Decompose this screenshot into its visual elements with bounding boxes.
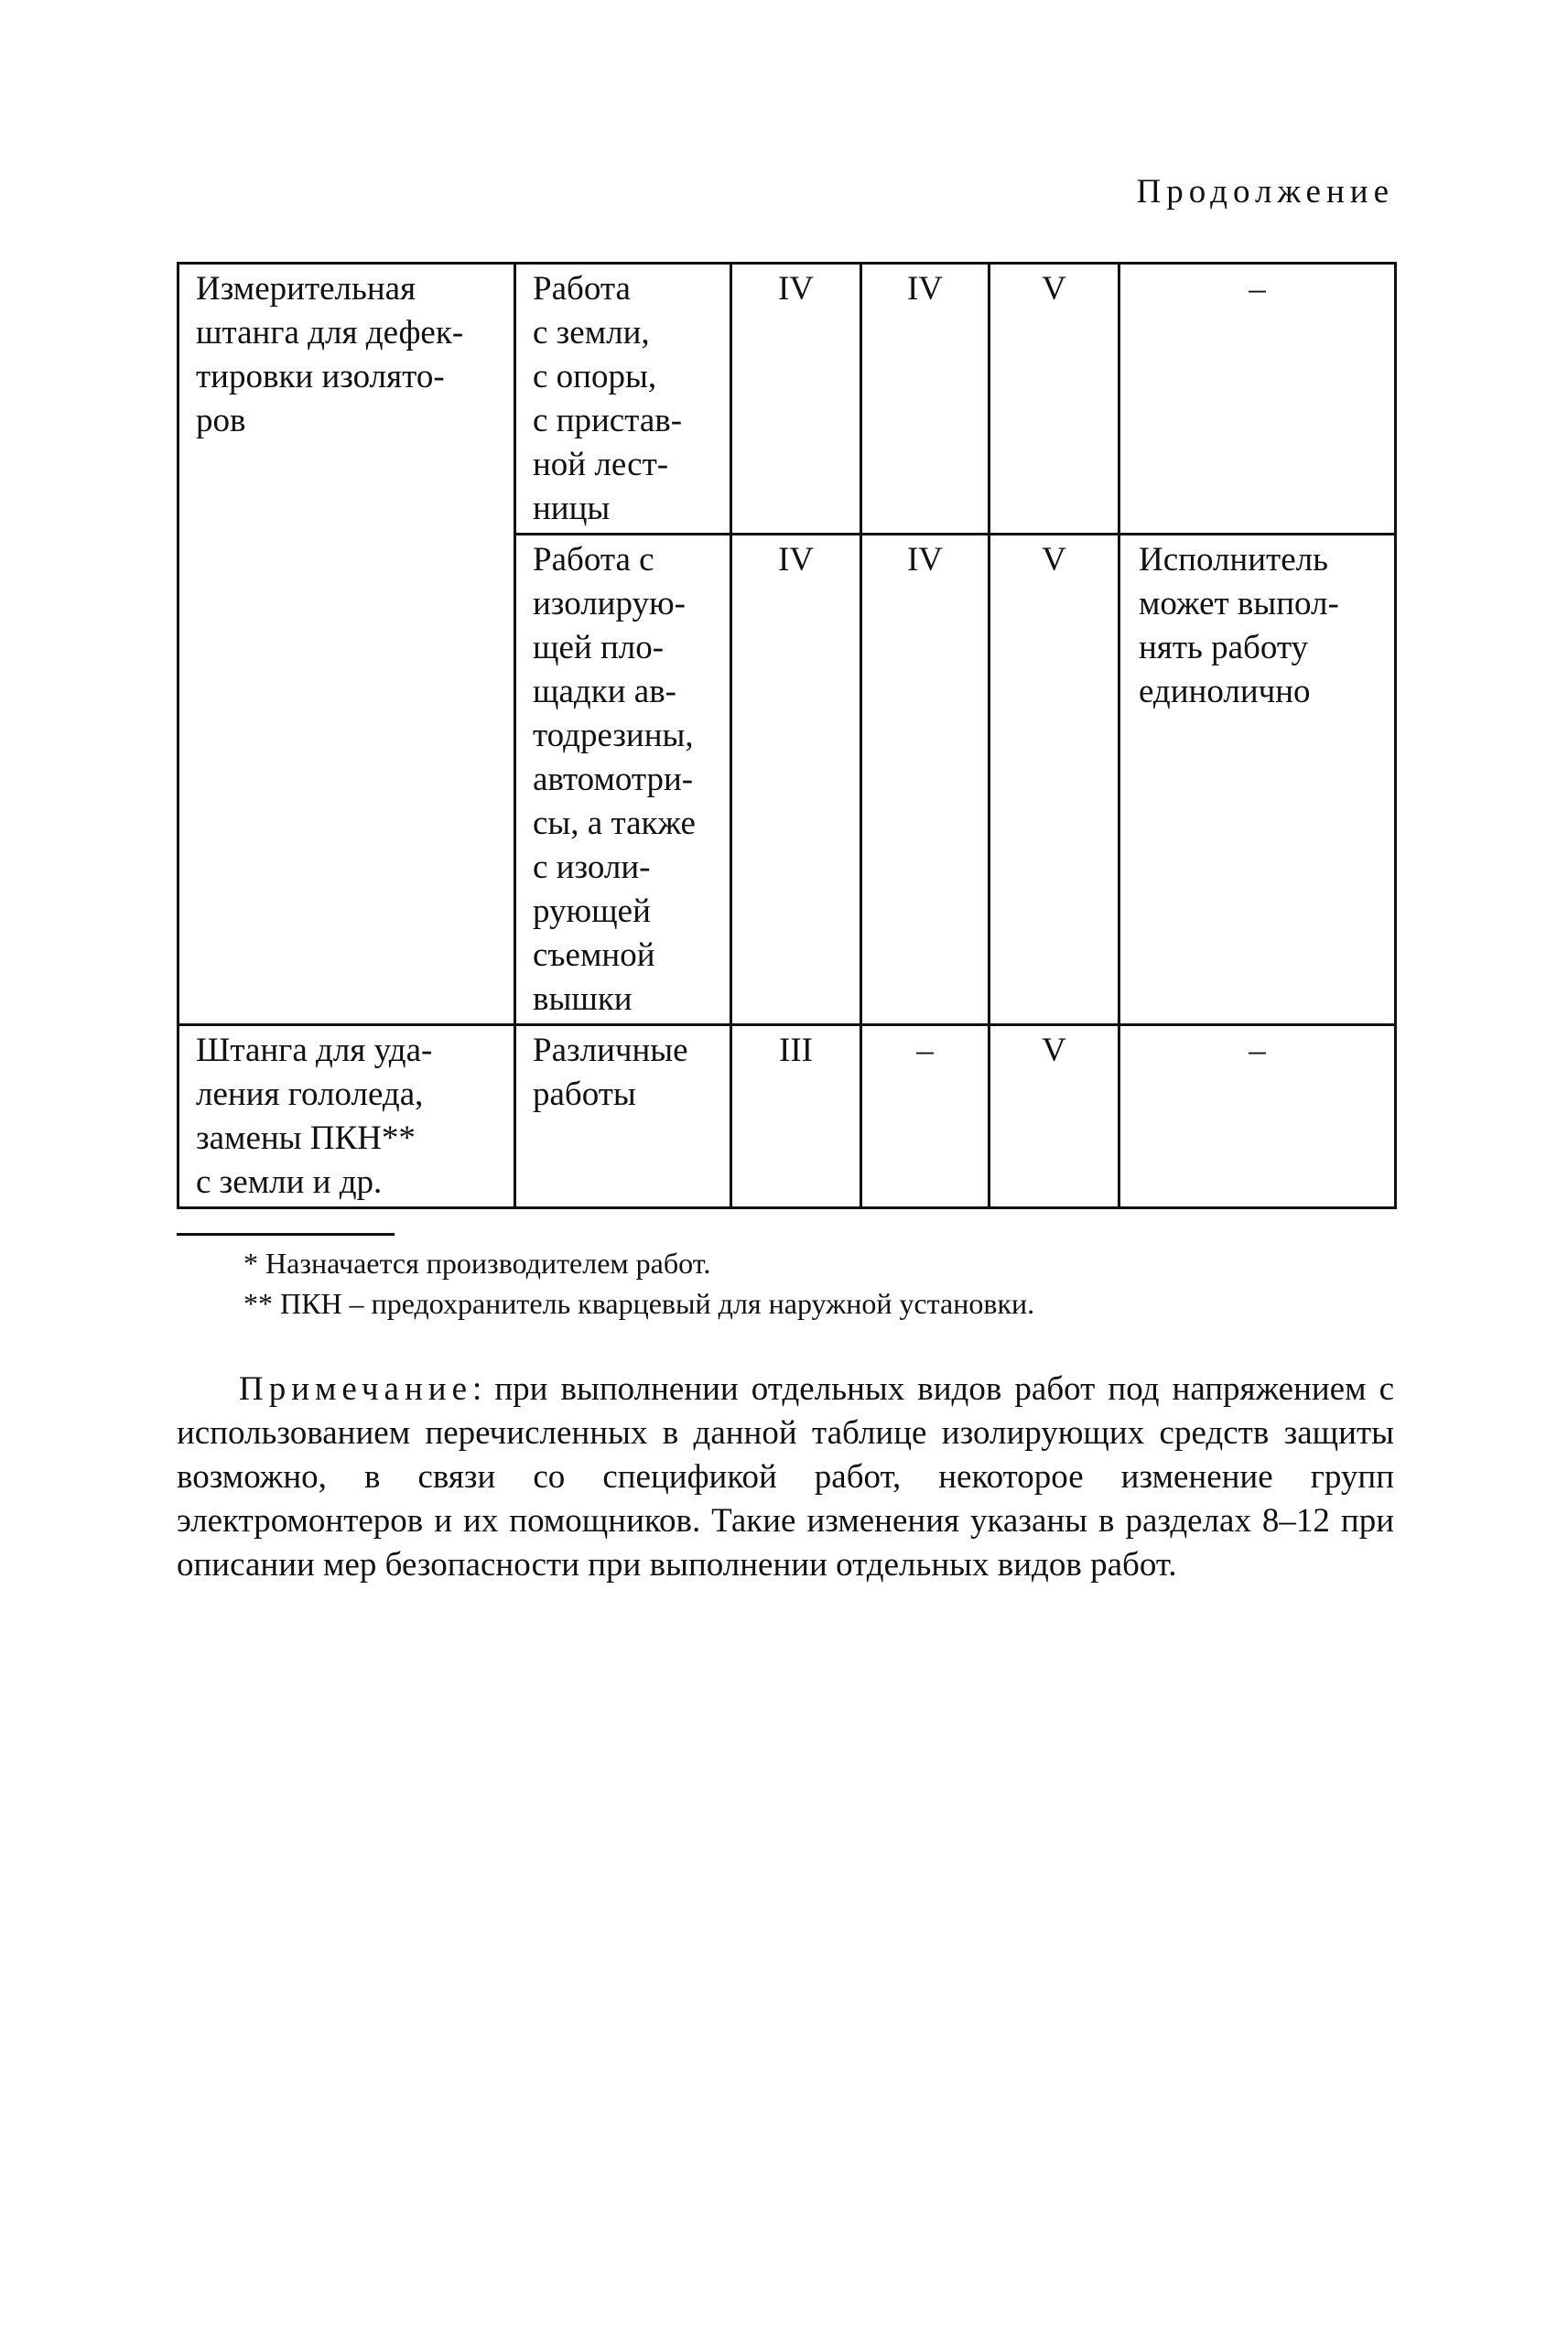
group-cell: – [861, 1025, 989, 1208]
continuation-label: Продолжение [1136, 173, 1394, 211]
work-type-cell: Работа с земли, с опоры, с пристав- ной лест- ницы [515, 264, 731, 535]
footnote-1: * Назначается производителем работ. [243, 1247, 711, 1280]
group-cell: III [731, 1025, 861, 1208]
footnote-divider [177, 1233, 395, 1236]
group-cell: V [989, 535, 1119, 1025]
notes-cell: – [1119, 264, 1396, 535]
group-cell: IV [861, 264, 989, 535]
group-cell: V [989, 264, 1119, 535]
group-cell: IV [731, 535, 861, 1025]
notes-cell: – [1119, 1025, 1396, 1208]
table-row [178, 264, 1396, 535]
work-type-cell: Различные работы [515, 1025, 731, 1208]
group-cell: IV [861, 535, 989, 1025]
work-type-cell: Работа с изолирую- щей пло- щадки ав- тодрезины, автомотри- сы, а также с изоли- рующей съемной вышки [515, 535, 731, 1025]
footnotes [243, 1243, 1034, 1324]
tool-cell: Измерительная штанга для дефек- тировки изолято- ров [178, 264, 515, 1025]
notes-cell: Исполнитель может выпол- нять работу единолично [1119, 535, 1396, 1025]
footnote-2: ** ПКН – предохранитель кварцевый для наружной установки. [243, 1287, 1035, 1320]
group-cell: V [989, 1025, 1119, 1208]
table-row [178, 1025, 1396, 1208]
group-cell: IV [731, 264, 861, 535]
tool-cell: Штанга для уда- ления гололеда, замены ПКН** с земли и др. [178, 1025, 515, 1208]
protective-equipment-table [177, 262, 1397, 1209]
note-text: : при выполнении отдельных видов работ под напряжением с использованием перечисленных в данной таблице изолирующих средств защиты возможно, в связи со спецификой работ, некоторое изменение групп электромонтеров и их помощников. Такие изменения указаны в разделах 8–12 при описании мер безопасности при выполнении отдельных видов работ. [177, 1370, 1394, 1584]
note-label: Примечание [239, 1370, 472, 1408]
note-paragraph [177, 1368, 1394, 1587]
